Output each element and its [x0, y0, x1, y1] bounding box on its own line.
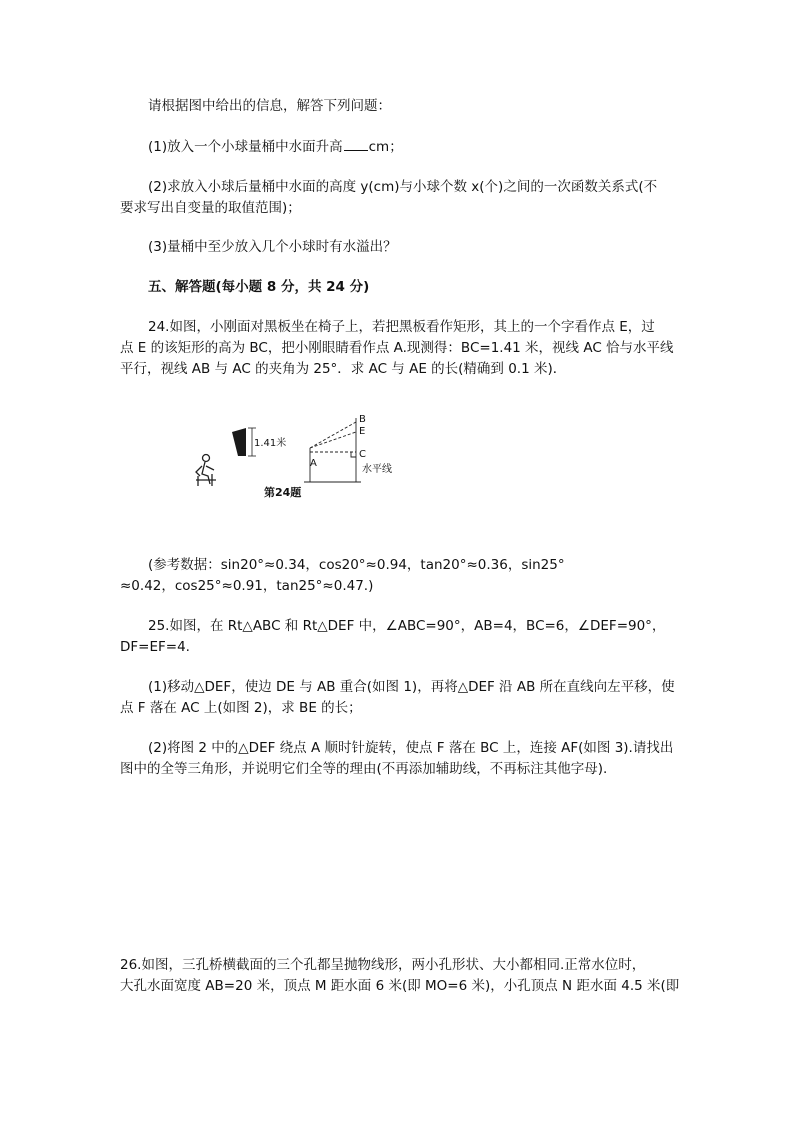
q24-line1: 24.如图，小刚面对黑板坐在椅子上，若把黑板看作矩形，其上的一个字看作点 E，过: [148, 319, 655, 335]
point-E-label: E: [359, 426, 366, 437]
q24-reference-line2: ≈0.42，cos25°≈0.91，tan25°≈0.47.): [120, 578, 374, 594]
q26-line1: 26.如图，三孔桥横截面的三个孔都呈抛物线形，两小孔形状、大小都相同.正常水位时，: [120, 957, 646, 973]
geometry-diagram: [304, 418, 361, 482]
q25-part1-line1: (1)移动△DEF，使边 DE 与 AB 重合(如图 1)，再将△DEF 沿 AB 所在直线向左平移，使: [148, 679, 675, 695]
q24-figure-svg: [186, 410, 426, 510]
q23-part1: [148, 137, 403, 157]
q24-line2: 点 E 的该矩形的高为 BC，把小刚眼睛看作点 A.现测得：BC=1.41 米，视线 AC 恰与水平线: [120, 340, 674, 356]
student-illustration: [196, 455, 216, 487]
q25-line2: DF=EF=4.: [120, 639, 190, 655]
q23-part1-unit: cm；: [368, 139, 403, 155]
intro-text: 请根据图中给出的信息，解答下列问题：: [148, 98, 391, 114]
q25-line1: 25.如图，在 Rt△ABC 和 Rt△DEF 中，∠ABC=90°，AB=4，BC=6，∠DEF=90°，: [148, 618, 666, 634]
q26-line2: 大孔水面宽度 AB=20 米，顶点 M 距水面 6 米(即 MO=6 米)，小孔顶点 N 距水面 4.5 米(即: [120, 978, 680, 994]
answer-blank: [344, 138, 368, 151]
horizontal-line-label: 水平线: [362, 464, 392, 475]
q23-part2-line1: (2)求放入小球后量桶中水面的高度 y(cm)与小球个数 x(个)之间的一次函数关系式(不: [148, 179, 658, 195]
height-label: 1.41米: [254, 438, 287, 449]
q24-reference-line1: (参考数据：sin20°≈0.34，cos20°≈0.94，tan20°≈0.36，sin25°: [148, 557, 565, 573]
q23-part2-line2: 要求写出自变量的取值范围)；: [120, 200, 301, 216]
point-A-label: A: [310, 458, 317, 469]
q25-part2-line1: (2)将图 2 中的△DEF 绕点 A 顺时针旋转，使点 F 落在 BC 上，连接 AF(如图 3).请找出: [148, 740, 674, 756]
point-B-label: B: [359, 414, 366, 425]
q24-figure: [186, 410, 426, 510]
figure-caption: 第24题: [264, 486, 302, 499]
q23-part3: (3)量桶中至少放入几个小球时有水溢出？: [148, 239, 397, 255]
q25-part1-line2: 点 F 落在 AC 上(如图 2)，求 BE 的长；: [120, 700, 362, 716]
point-C-label: C: [359, 449, 366, 460]
q25-part2-line2: 图中的全等三角形，并说明它们全等的理由(不再添加辅助线，不再标注其他字母).: [120, 761, 608, 777]
blackboard-shape: [232, 428, 246, 456]
section-heading: 五、解答题(每小题 8 分，共 24 分): [148, 279, 370, 295]
q23-part1-text: (1)放入一个小球量桶中水面升高: [148, 139, 343, 155]
q24-line3: 平行，视线 AB 与 AC 的夹角为 25°．求 AC 与 AE 的长(精确到 0.1 米)．: [120, 361, 567, 377]
